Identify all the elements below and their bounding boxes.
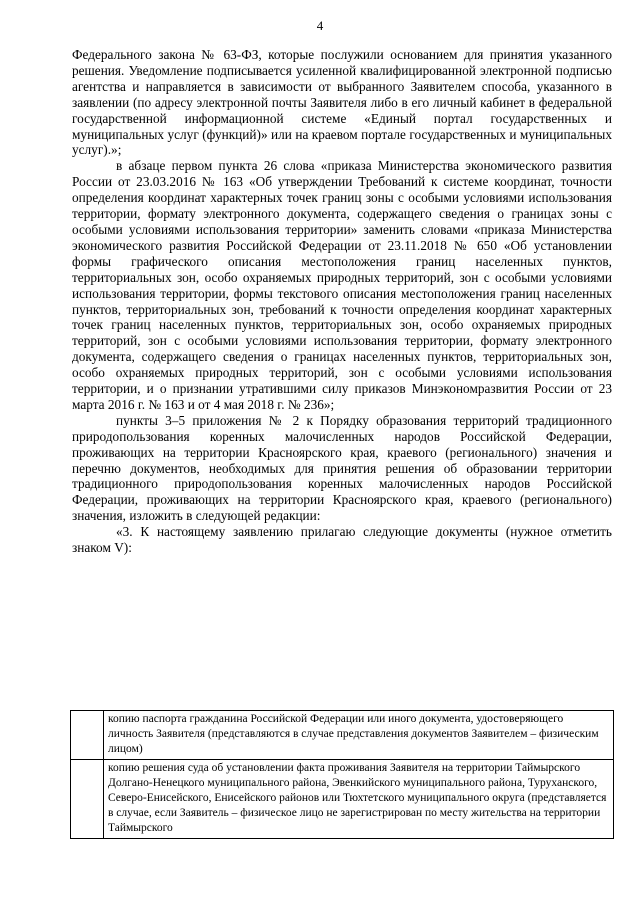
table-row	[71, 711, 614, 760]
paragraph-amendment-appendix-2: пункты 3–5 приложения № 2 к Порядку образования территорий традиционного природопользования коренных малочисленных народов Российской Федерации, проживающих на территории Красноярского края, краевого (регионального) значения и перечню документов, необходимых для принятия решения об образовании территории традиционного природопользования коренных малочисленных народов Российской Федерации, проживающих на территории Красноярского края, краевого (регионального) значения, изложить в следующей редакции:	[72, 412, 612, 524]
checkmark-cell	[71, 711, 104, 760]
document-body	[72, 47, 612, 556]
page-number: 4	[316, 18, 324, 33]
document-description: копию паспорта гражданина Российской Федерации или иного документа, удостоверяющего личность Заявителя (представляются в случае представления документов Заявителем – физическим лицом)	[104, 711, 614, 760]
paragraph-notification-continuation: Федерального закона № 63-ФЗ, которые послужили основанием для принятия указанного решения. Уведомление подписывается усиленной квалифицированной электронной подписью агентства и направляется в зависимости от выбранного Заявителем способа, указанного в заявлении (по адресу электронной почты Заявителя либо в его личный кабинет в федеральной государственной информационной системе «Единый портал государственных и муниципальных услуг (функций)» или на краевом портале государственных и муниципальных услуг).»;	[72, 47, 612, 158]
checkmark-cell	[71, 759, 104, 838]
table-row	[71, 759, 614, 838]
document-description: копию решения суда об установлении факта проживания Заявителя на территории Таймырского Долгано-Ненецкого муниципального района, Эвенкийского муниципального района, Туруханского, Северо-Енисейского, Енисейского районов или Тюхтетского муниципального округа (представляется в случае, если Заявитель – физическое лицо не зарегистрирован по месту жительства на территории Таймырского	[104, 759, 614, 838]
documents-checklist-table	[70, 710, 614, 839]
paragraph-attached-documents-intro: «3. К настоящему заявлению прилагаю следующие документы (нужное отметить знаком V):	[72, 524, 612, 556]
paragraph-amendment-point-26: в абзаце первом пункта 26 слова «приказа Министерства экономического развития России от 23.03.2016 № 163 «Об утверждении Требований к системе координат, точности определения координат характерных точек границ зоны с особыми условиями использования территории, формату электронного документа, содержащего сведения о границах зоны с особыми условиями использования территории» заменить словами «приказа Министерства экономического развития Российской Федерации от 23.11.2018 № 650 «Об установлении формы графического описания местоположения границ населенных пунктов, территориальных зон, особо охраняемых природных территорий, зон с особыми условиями использования территории, формы текстового описания местоположения границ населенных пунктов, территориальных зон, требований к точности определения координат характерных точек границ населенных пунктов, территориальных зон, особо охраняемых природных территорий, зон с особыми условиями использования территории, формату электронного документа, содержащего сведения о границах населенных пунктов, территориальных зон, особо охраняемых природных территорий, зон с особыми условиями использования территории, и о признании утратившими силу приказов Минэкономразвития России от 23 марта 2016 г. № 163 и от 4 мая 2018 г. № 236»;	[72, 158, 612, 412]
